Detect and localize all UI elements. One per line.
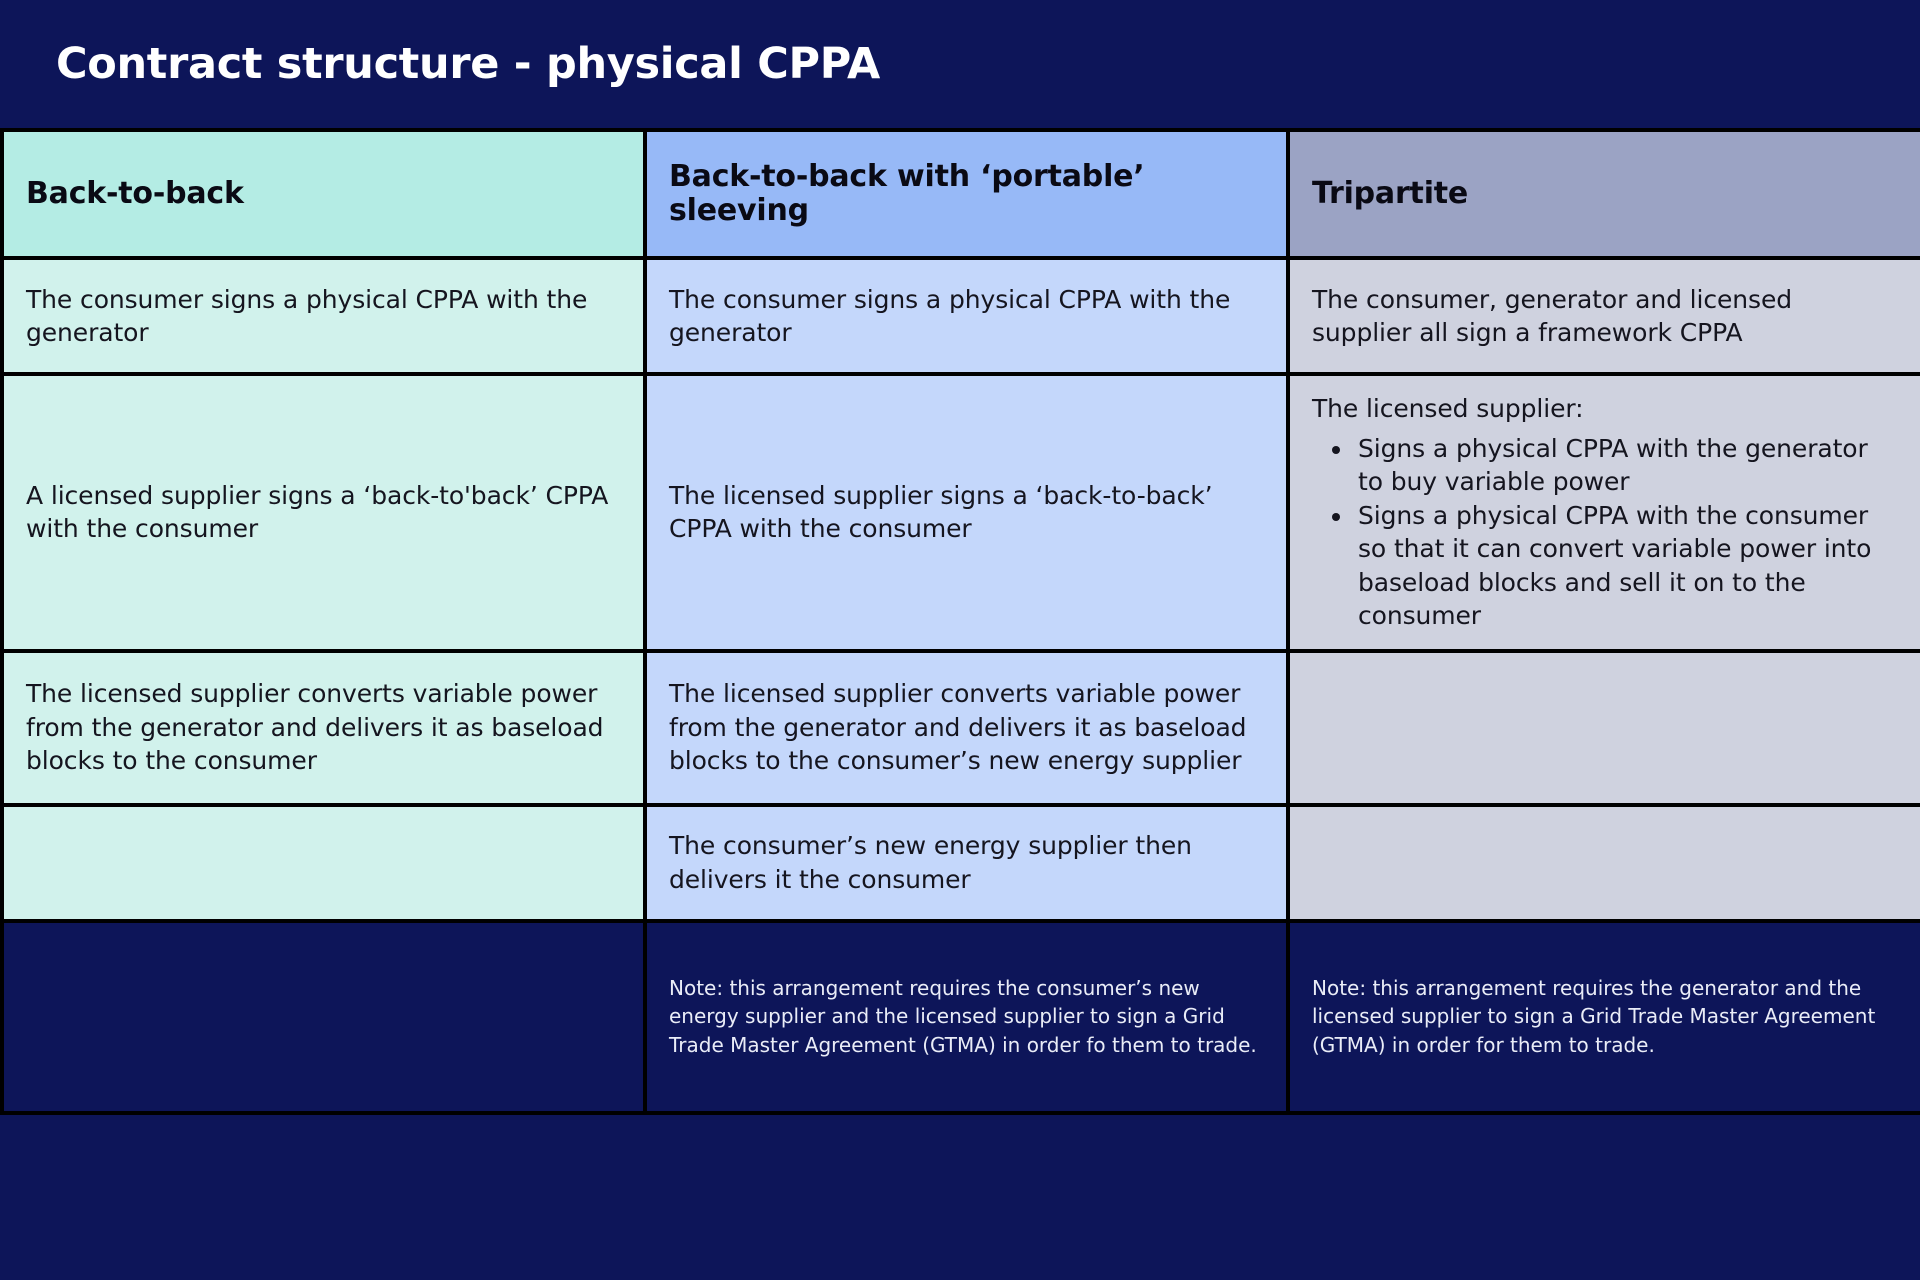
cell-r4-c3 <box>1288 805 1920 921</box>
cell-intro-text: The licensed supplier: <box>1312 394 1584 423</box>
cell-text: The licensed supplier signs a ‘back-to-back’ CPPA with the consumer <box>669 480 1213 544</box>
cell-text: The licensed supplier converts variable power from the generator and delivers it as baseload blocks to the consumer <box>26 679 604 776</box>
table-row <box>2 374 1920 651</box>
cell-text: A licensed supplier signs a ‘back-to'back’ CPPA with the consumer <box>26 480 609 544</box>
cell-text: The licensed supplier converts variable power from the generator and delivers it as baseload blocks to the consumer’s new energy supplier <box>669 679 1247 776</box>
column-header-label: Tripartite <box>1312 175 1469 211</box>
cell-r2-c3 <box>1288 374 1920 651</box>
contract-structure-table <box>0 128 1920 1115</box>
table-row <box>2 651 1920 805</box>
note-text: Note: this arrangement requires the consumer’s new energy supplier and the licensed supplier to sign a Grid Trade Master Agreement (GTMA) in order fo them to trade. <box>669 975 1257 1057</box>
cell-r3-c3 <box>1288 651 1920 805</box>
column-header-back-to-back <box>2 130 645 258</box>
cell-r3-c2 <box>645 651 1288 805</box>
column-header-label: Back-to-back <box>26 175 244 211</box>
cell-text: The consumer signs a physical CPPA with the generator <box>669 284 1231 347</box>
table-notes-row <box>2 921 1920 1113</box>
cell-r3-c1 <box>2 651 645 805</box>
cell-text: The consumer signs a physical CPPA with the generator <box>26 284 588 347</box>
column-header-label: Back-to-back with ‘portable’ sleeving <box>669 158 1145 228</box>
cell-r1-c3 <box>1288 258 1920 374</box>
page-title: Contract structure - physical CPPA <box>56 39 880 89</box>
title-bar <box>0 0 1920 128</box>
cell-text: The consumer’s new energy supplier then delivers it the consumer <box>669 831 1192 894</box>
cell-r4-c1 <box>2 805 645 921</box>
cell-r1-c2 <box>645 258 1288 374</box>
bullet-list <box>1312 432 1898 633</box>
table-row <box>2 258 1920 374</box>
note-text: Note: this arrangement requires the generator and the licensed supplier to sign a Grid Trade Master Agreement (GTMA) in order for them to trade. <box>1312 975 1876 1057</box>
cell-r2-c1 <box>2 374 645 651</box>
cell-r1-c1 <box>2 258 645 374</box>
list-item: • Signs a physical CPPA with the consumer so that it can convert variable power into baseload blocks and sell it on to the consumer <box>1354 499 1898 633</box>
note-cell-c2 <box>645 921 1288 1113</box>
cell-r2-c2 <box>645 374 1288 651</box>
table-row <box>2 805 1920 921</box>
cell-r4-c2 <box>645 805 1288 921</box>
note-cell-c1 <box>2 921 645 1113</box>
column-header-portable-sleeving <box>645 130 1288 258</box>
cell-text: The consumer, generator and licensed supplier all sign a framework CPPA <box>1312 284 1793 347</box>
table-header-row <box>2 130 1920 258</box>
list-item: • Signs a physical CPPA with the generator to buy variable power <box>1354 432 1898 499</box>
note-cell-c3 <box>1288 921 1920 1113</box>
column-header-tripartite <box>1288 130 1920 258</box>
